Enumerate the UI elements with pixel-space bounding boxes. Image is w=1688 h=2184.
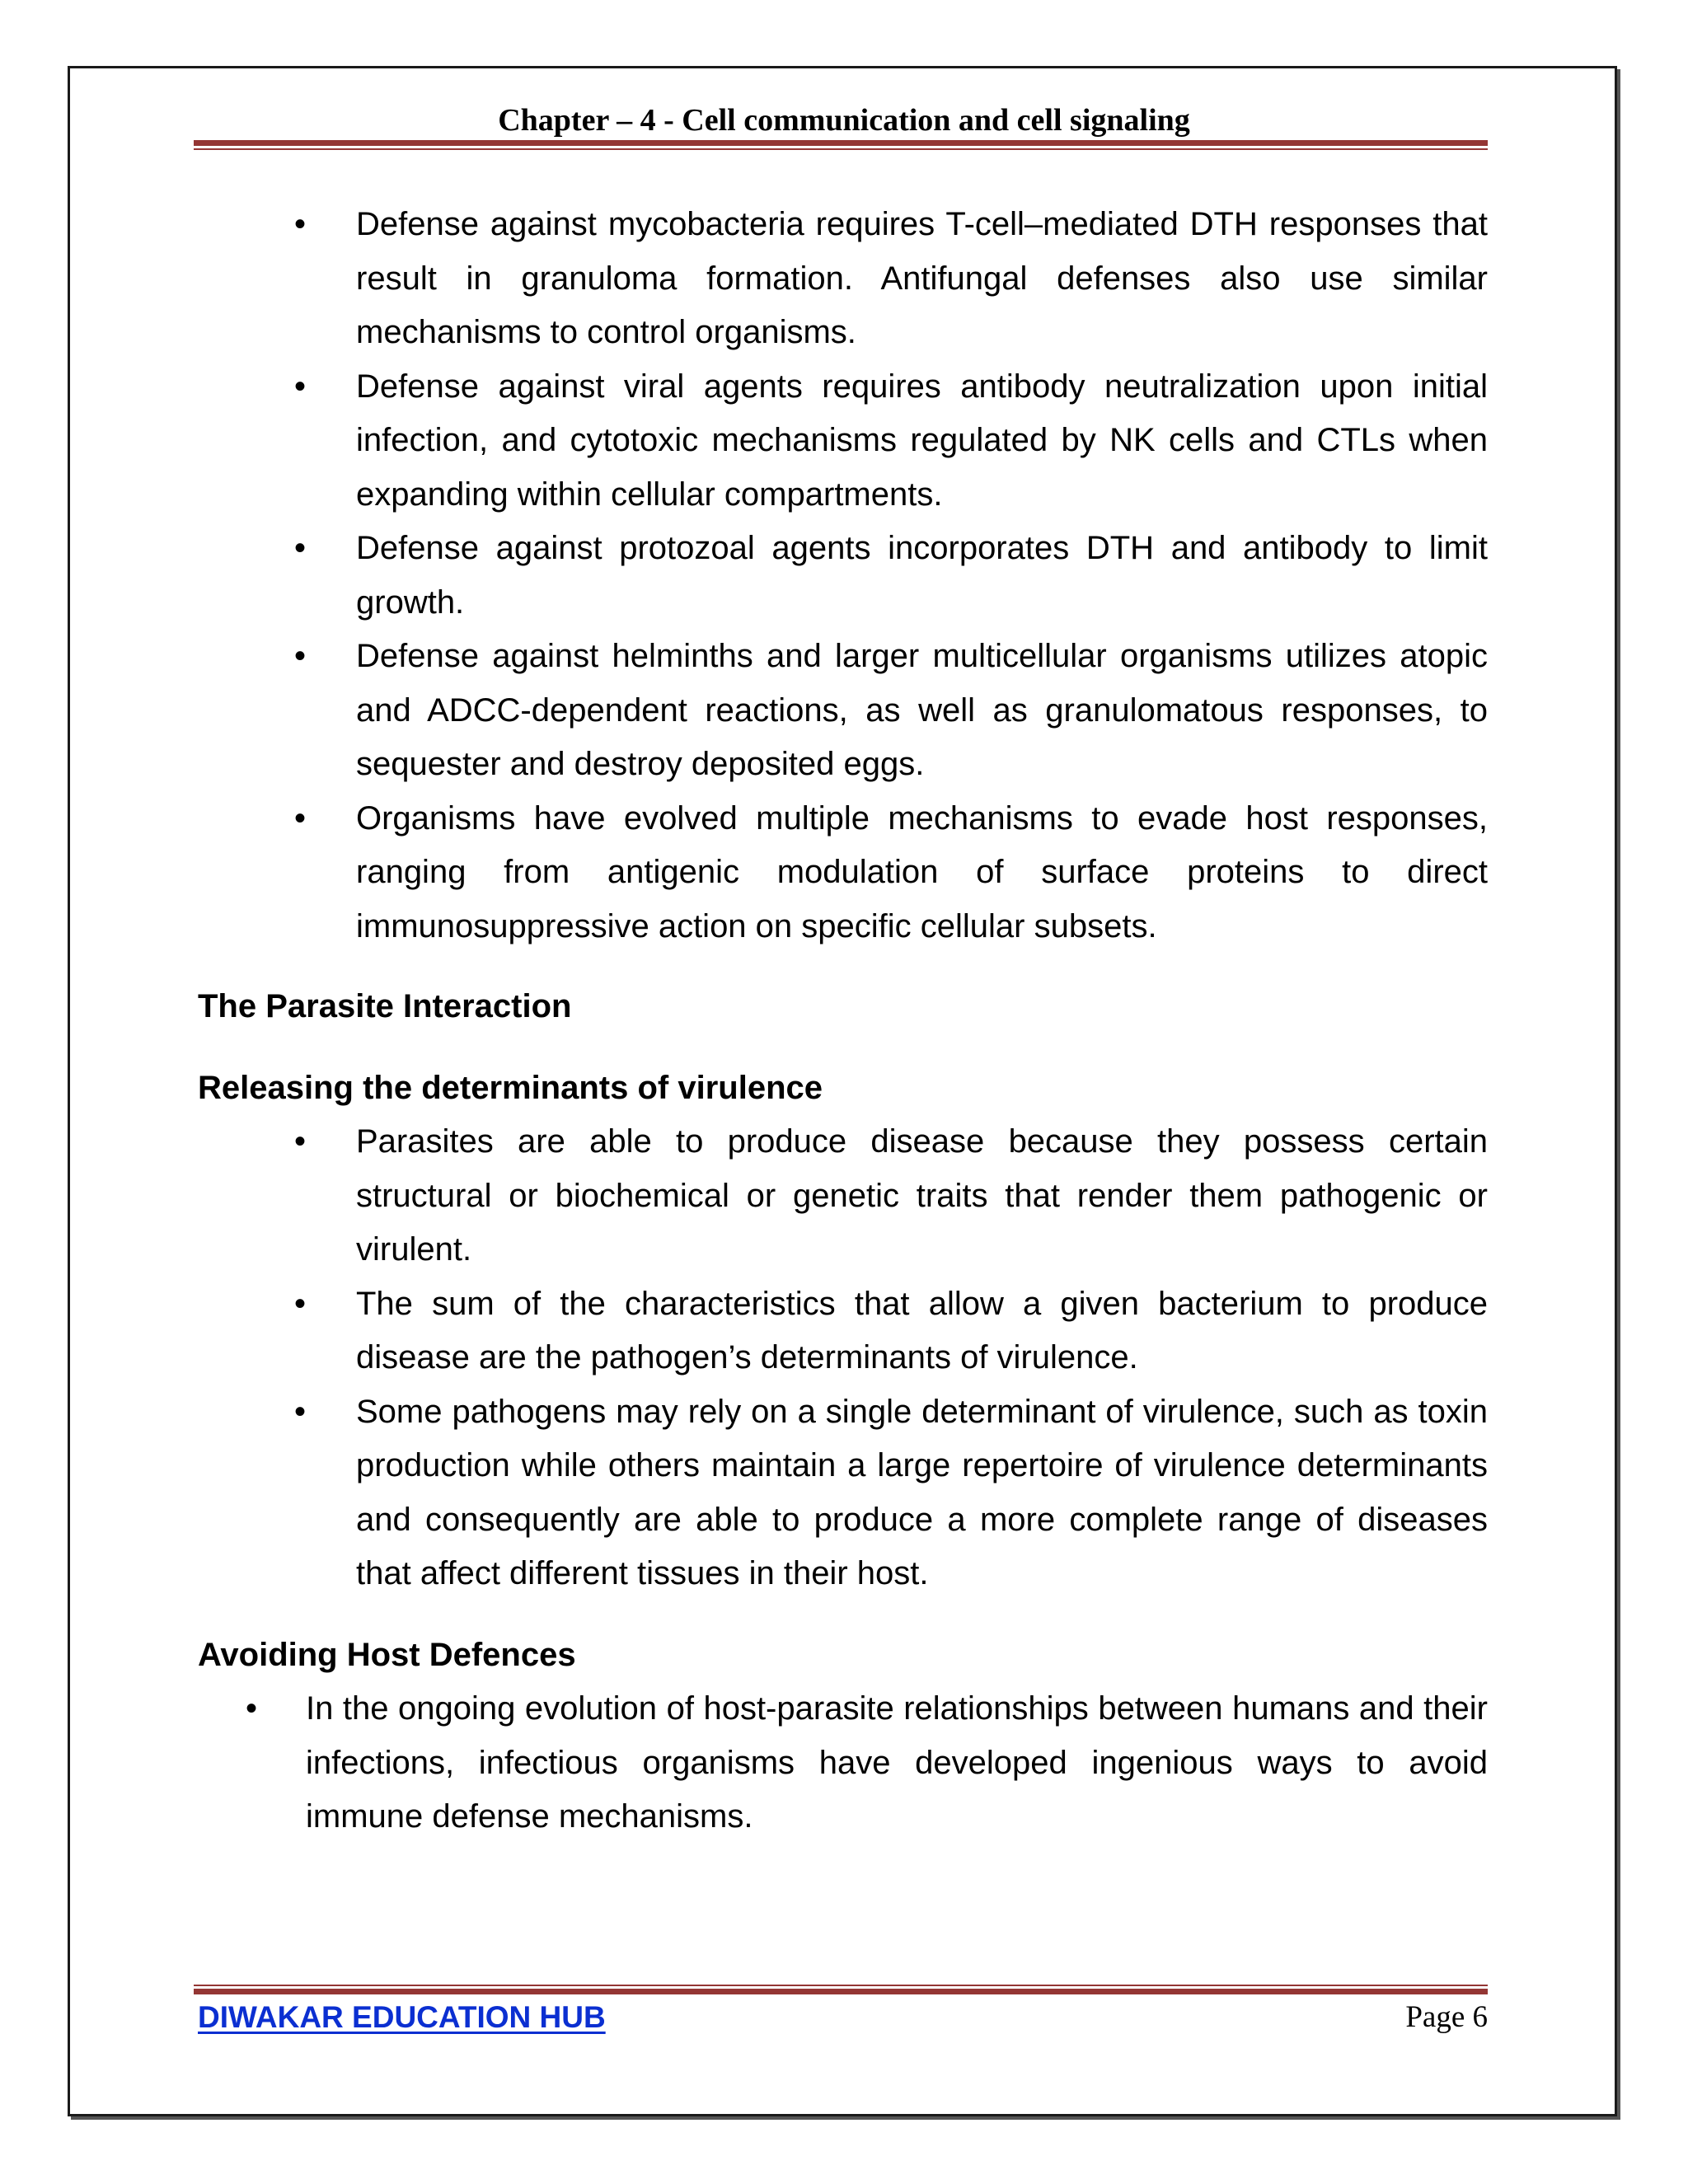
bullet-icon: • xyxy=(294,1285,307,1322)
bullet-icon: • xyxy=(294,530,307,566)
list-item xyxy=(198,792,1488,954)
page-content xyxy=(198,198,1488,1844)
list-item-text: Defense against mycobacteria requires T-cell–mediated DTH responses that result in granuloma formation. Antifungal defenses also use similar mechanisms to control organisms. xyxy=(356,206,1488,350)
list-item-text: In the ongoing evolution of host-parasite relationships between humans and their infections, infectious organisms have developed ingenious ways to avoid immune defense mechanisms. xyxy=(306,1690,1488,1835)
footer-publisher-link[interactable]: DIWAKAR EDUCATION HUB xyxy=(198,2000,606,2034)
footer-page-number: Page 6 xyxy=(1405,2000,1488,2034)
bullet-icon: • xyxy=(294,638,307,674)
list-item-text: Defense against viral agents requires antibody neutralization upon initial infection, and cytotoxic mechanisms regulated by NK cells and CTLs when expanding within cellular compartments. xyxy=(356,368,1488,513)
releasing-bullet-list xyxy=(198,1115,1488,1601)
bullet-icon: • xyxy=(294,368,307,405)
page-header-title: Chapter – 4 - Cell communication and cell signaling xyxy=(498,103,1190,138)
list-item xyxy=(198,1682,1488,1844)
list-item-text: Some pathogens may rely on a single determinant of virulence, such as toxin production while others maintain a large repertoire of virulence determinants and consequently are able to produce a more complete range of diseases that affect different tissues in their host. xyxy=(356,1393,1488,1591)
list-item-text: The sum of the characteristics that allow a given bacterium to produce disease are the pathogen’s determinants of virulence. xyxy=(356,1285,1488,1376)
header-rule xyxy=(194,140,1488,150)
list-item xyxy=(198,630,1488,792)
footer-rule xyxy=(194,1985,1488,1994)
section-heading-parasite-interaction: The Parasite Interaction xyxy=(198,988,572,1024)
section-heading-avoiding-host-defences: Avoiding Host Defences xyxy=(198,1636,576,1673)
list-item-text: Parasites are able to produce disease because they possess certain structural or biochemical or genetic traits that render them pathogenic or virulent. xyxy=(356,1123,1488,1268)
bullet-icon: • xyxy=(294,206,307,242)
section-heading-releasing-determinants: Releasing the determinants of virulence xyxy=(198,1069,823,1106)
bullet-icon: • xyxy=(294,1393,307,1430)
bullet-icon: • xyxy=(246,1690,258,1727)
list-item xyxy=(198,1277,1488,1385)
list-item xyxy=(198,198,1488,360)
list-item-text: Defense against protozoal agents incorporates DTH and antibody to limit growth. xyxy=(356,530,1488,621)
list-item xyxy=(198,1385,1488,1601)
list-item xyxy=(198,522,1488,630)
list-item-text: Defense against helminths and larger multicellular organisms utilizes atopic and ADCC-dependent reactions, as well as granulomatous responses, to sequester and destroy deposited eggs. xyxy=(356,638,1488,782)
list-item-text: Organisms have evolved multiple mechanisms to evade host responses, ranging from antigenic modulation of surface proteins to direct immunosuppressive action on specific cellular subsets. xyxy=(356,799,1488,944)
intro-bullet-list xyxy=(198,198,1488,954)
bullet-icon: • xyxy=(294,1123,307,1160)
list-item xyxy=(198,1115,1488,1277)
list-item xyxy=(198,360,1488,523)
avoiding-bullet-list xyxy=(198,1682,1488,1844)
bullet-icon: • xyxy=(294,799,307,837)
